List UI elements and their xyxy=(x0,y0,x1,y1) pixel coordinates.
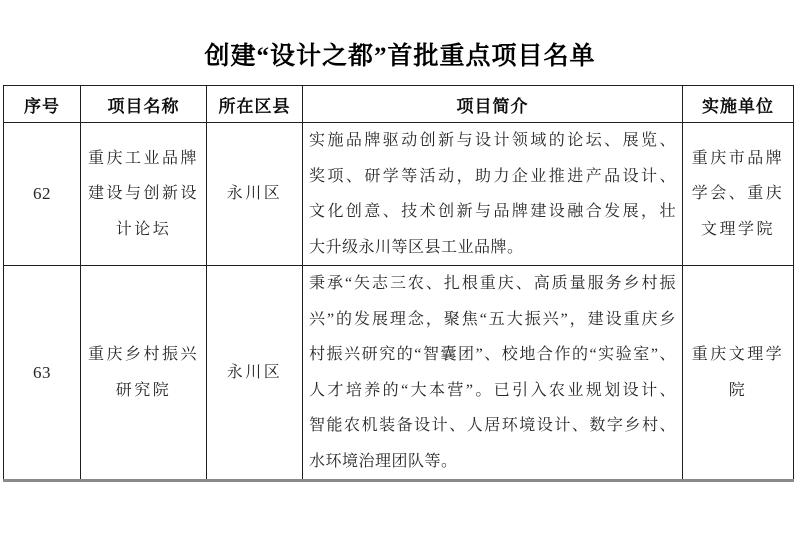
project-name-line: 重庆乡村振兴 xyxy=(87,346,199,363)
brief-line-text: 智能农机装备设计、人居环境设计、数字乡村、 xyxy=(309,417,676,434)
project-name-line: 计论坛 xyxy=(115,220,172,238)
cell-district xyxy=(207,123,303,266)
column-header-index: 序号 xyxy=(4,86,81,123)
brief-line-text: 实施品牌驱动创新与设计领域的论坛、展览、 xyxy=(309,132,676,149)
brief-line-text: 水环境治理团队等。 xyxy=(309,452,458,470)
column-header-district: 所在区县 xyxy=(207,86,303,123)
row-number: 63 xyxy=(33,362,51,382)
brief-line-text: 兴”的发展理念，聚焦“五大振兴”，建设重庆乡 xyxy=(309,310,676,328)
project-name-line: 建设与创新设 xyxy=(87,185,199,203)
cell-unit xyxy=(683,123,794,266)
cell-brief xyxy=(303,123,683,266)
table-header xyxy=(4,86,794,123)
brief-line-text: 大升级永川等区县工业品牌。 xyxy=(309,238,524,256)
table-row xyxy=(4,123,794,266)
brief-line-text: 人才培养的“大本营”。已引入农业规划设计、 xyxy=(309,381,676,399)
column-header-name: 项目名称 xyxy=(81,86,207,123)
column-header-unit: 实施单位 xyxy=(683,86,794,123)
unit-line: 重庆文理学 xyxy=(691,346,785,363)
brief-line-text: 村振兴研究的“智囊团”、校地合作的“实验室”、 xyxy=(309,346,676,363)
cell-project-name xyxy=(81,266,207,481)
cell-index xyxy=(4,123,81,266)
cell-project-name xyxy=(81,123,207,266)
district-text: 永川区 xyxy=(226,363,283,381)
cell-index xyxy=(4,266,81,481)
column-header-brief: 项目简介 xyxy=(303,86,683,123)
unit-line: 院 xyxy=(728,381,748,399)
district-text: 永川区 xyxy=(226,185,283,203)
unit-line: 重庆市品牌 xyxy=(691,149,785,167)
brief-line-text: 文化创意、技术创新与品牌建设融合发展，壮 xyxy=(309,203,676,220)
brief-line-text: 奖项、研学等活动，助力企业推进产品设计、 xyxy=(309,167,676,185)
projects-table xyxy=(3,85,794,482)
cell-district xyxy=(207,266,303,481)
unit-line: 学会、重庆 xyxy=(691,185,785,203)
project-name-line: 重庆工业品牌 xyxy=(87,149,199,167)
project-name-line: 研究院 xyxy=(115,381,172,399)
table-header-row xyxy=(4,86,794,123)
brief-line-text: 秉承“矢志三农、扎根重庆、高质量服务乡村振 xyxy=(309,275,676,292)
page-title: 创建“设计之都”首批重点项目名单 xyxy=(204,43,596,70)
cell-unit xyxy=(683,266,794,481)
unit-line: 文理学院 xyxy=(700,220,775,238)
table-body xyxy=(4,123,794,481)
row-number: 62 xyxy=(33,184,51,204)
table-row xyxy=(4,266,794,481)
cell-brief xyxy=(303,266,683,481)
